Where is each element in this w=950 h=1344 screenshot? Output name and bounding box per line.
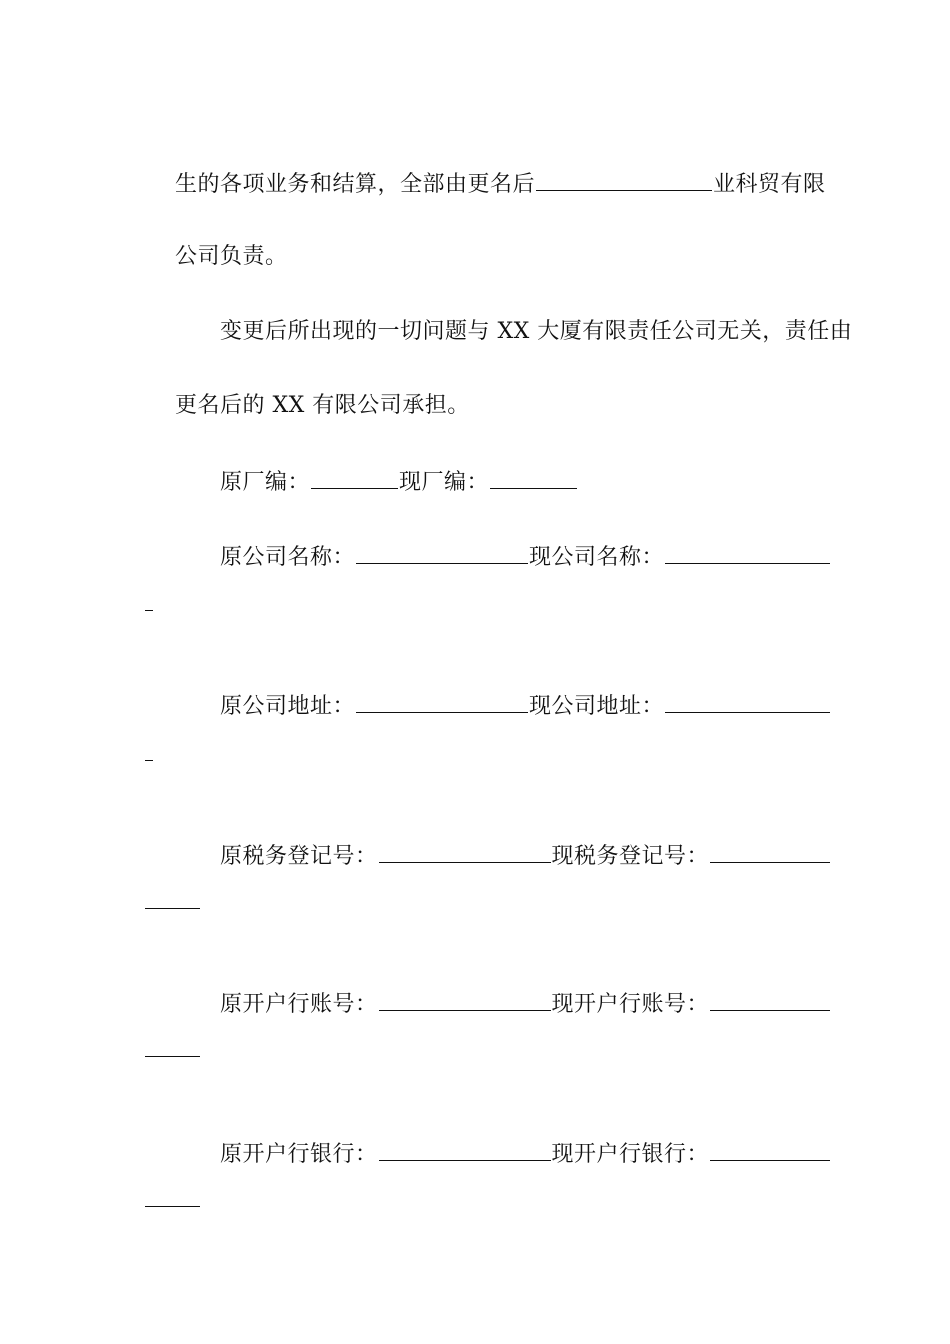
company-addr-orig-label: 原公司地址： (219, 694, 355, 719)
bank-account-blank-continuation (145, 1056, 200, 1057)
bank-acct-orig-blank (379, 988, 551, 1011)
tax-new-blank (710, 840, 830, 863)
company-name-new-label: 现公司名称： (529, 545, 665, 570)
bank-name-blank-continuation (145, 1206, 200, 1207)
company-name-blank-continuation (145, 610, 153, 611)
bank-new-blank (710, 1138, 830, 1161)
factory-new-label: 现厂编： (399, 470, 490, 495)
company-address-row (190, 660, 831, 752)
bank-account-row (190, 958, 831, 1050)
company-name-new-blank (665, 541, 830, 564)
factory-orig-label: 原厂编： (219, 470, 310, 495)
paragraph-1-text-c: 公司负责。 (174, 244, 288, 269)
factory-new-blank (490, 466, 577, 489)
paragraph-1-text-a: 生的各项业务和结算，全部由更名后 (174, 172, 535, 197)
company-addr-orig-blank (356, 690, 528, 713)
bank-name-row (190, 1108, 831, 1200)
bank-new-label: 现开户行银行： (551, 1142, 710, 1167)
tax-registration-row (190, 810, 831, 902)
tax-orig-label: 原税务登记号： (219, 844, 378, 869)
bank-orig-blank (379, 1138, 551, 1161)
paragraph-2-text-a: 变更后所出现的一切问题与 XX 大厦有限责任公司无关，责任由 (219, 319, 853, 344)
factory-orig-blank (311, 466, 398, 489)
company-addr-new-blank (665, 690, 830, 713)
tax-new-label: 现税务登记号： (551, 844, 710, 869)
bank-acct-new-blank (710, 988, 830, 1011)
bank-acct-new-label: 现开户行账号： (551, 992, 710, 1017)
bank-acct-orig-label: 原开户行账号： (219, 992, 378, 1017)
tax-blank-continuation (145, 908, 200, 909)
paragraph-2-text-b: 更名后的 XX 有限公司承担。 (174, 393, 470, 418)
company-name-row (190, 511, 831, 603)
company-address-blank-continuation (145, 760, 153, 761)
renamed-company-blank (536, 168, 712, 191)
paragraph-1-text-b: 业科贸有限 (713, 172, 826, 197)
bank-orig-label: 原开户行银行： (219, 1142, 378, 1167)
company-addr-new-label: 现公司地址： (529, 694, 665, 719)
company-name-orig-label: 原公司名称： (219, 545, 355, 570)
tax-orig-blank (379, 840, 551, 863)
company-name-orig-blank (356, 541, 528, 564)
